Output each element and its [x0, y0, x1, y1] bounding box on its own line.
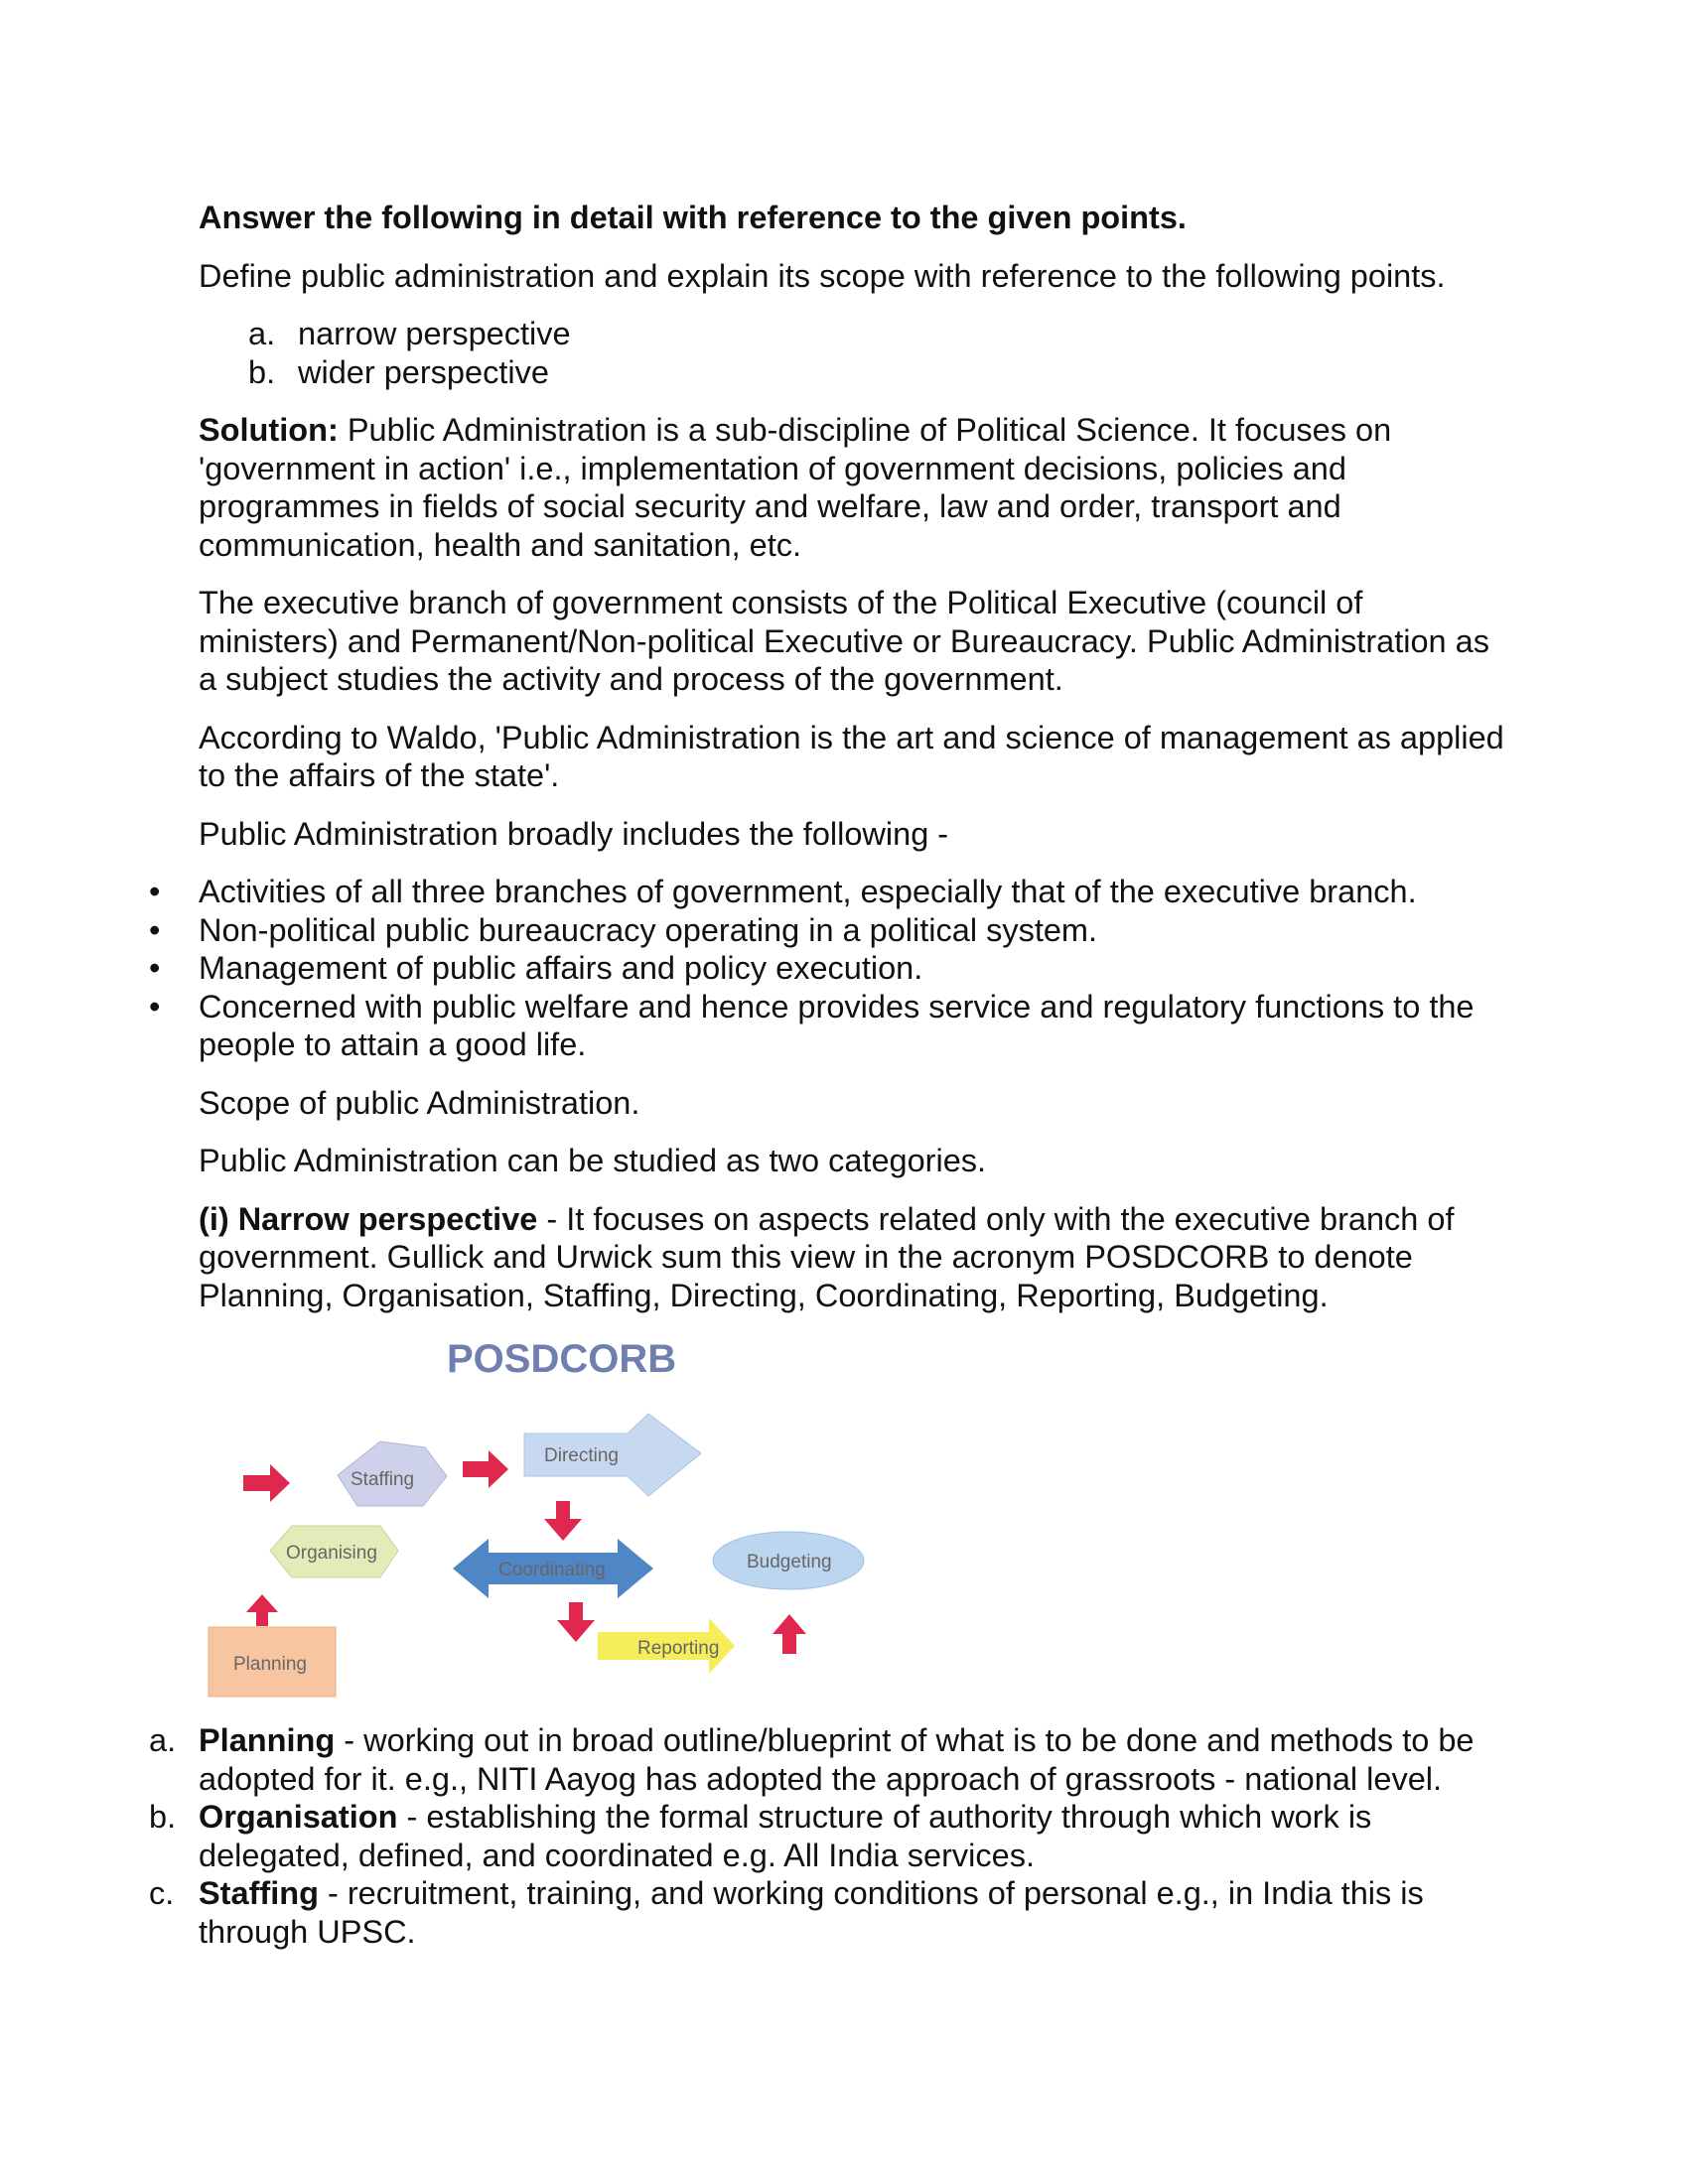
list-item-text: Activities of all three branches of government, especially that of the executive branch.: [199, 874, 1417, 909]
question-point: [248, 315, 1509, 353]
solution-text: Public Administration is a sub-discipline of Political Science. It focuses on 'government in action' i.e., implementation of government decisions, policies and programmes in fields of social security and welfare, law and order, transport and communication, health and sanitation, etc.: [199, 412, 1392, 563]
arrow-down-icon: [544, 1501, 582, 1541]
includes-list: [149, 873, 1509, 1064]
scope-intro: Public Administration can be studied as two categories.: [199, 1143, 987, 1178]
list-item-text: Concerned with public welfare and hence provides service and regulatory functions to the people to attain a good life.: [199, 988, 1475, 1062]
includes-paragraph: Public Administration broadly includes the following -: [199, 815, 949, 852]
list-item-text: - recruitment, training, and working conditions of personal e.g., in India this is through UPSC.: [199, 1875, 1424, 1950]
question-points: [248, 315, 1509, 391]
list-item-text: - working out in broad outline/blueprint of what is to be done and methods to be adopted for it. e.g., NITI Aayog has adopted the approach of grassroots - national level.: [199, 1722, 1475, 1797]
budgeting-label: Budgeting: [747, 1552, 832, 1572]
reporting-label: Reporting: [637, 1638, 720, 1659]
list-item: [149, 1874, 1509, 1951]
list-marker: c.: [149, 1875, 175, 1911]
planning-label: Planning: [233, 1654, 307, 1675]
list-item: [149, 1721, 1509, 1798]
list-marker: b.: [149, 1799, 177, 1835]
arrow-right-icon: [243, 1464, 290, 1502]
list-item-text: Non-political public bureaucracy operating in a political system.: [199, 911, 1098, 948]
list-marker: b.: [248, 353, 276, 390]
narrow-perspective-label: (i) Narrow perspective: [199, 1200, 538, 1237]
posdcorb-svg: [179, 1334, 933, 1702]
list-item: [149, 949, 1509, 988]
question-text: Define public administration and explain its scope with reference to the following points.: [199, 257, 1446, 294]
list-marker: a.: [248, 316, 276, 351]
staffing-label: Staffing: [351, 1469, 415, 1490]
scope-title: Scope of public Administration.: [199, 1084, 640, 1121]
bullet-marker: •: [149, 911, 161, 948]
list-item-term: Organisation: [199, 1799, 398, 1835]
solution-label: Solution:: [199, 412, 339, 448]
question-heading: Answer the following in detail with reference to the given points.: [199, 200, 1187, 235]
list-item-text: Management of public affairs and policy execution.: [199, 950, 923, 986]
posdcorb-diagram: [179, 1334, 933, 1702]
arrow-right-icon: [463, 1450, 508, 1488]
list-item-text: - establishing the formal structure of authority through which work is delegated, defined, and coordinated e.g. All India services.: [199, 1799, 1372, 1873]
question-point: [248, 353, 1509, 392]
posdcorb-list: [149, 1721, 1509, 1951]
question-point-text: narrow perspective: [298, 316, 571, 351]
arrow-up-icon: [773, 1614, 806, 1654]
directing-label: Directing: [544, 1445, 619, 1466]
waldo-paragraph: According to Waldo, 'Public Administration is the art and science of management as applied to the affairs of the state'.: [199, 719, 1504, 793]
list-item: [149, 1798, 1509, 1874]
executive-paragraph: The executive branch of government consists of the Political Executive (council of ministers) and Permanent/Non-political Executive or Bureaucracy. Public Administration as a subject studies the activity and process of the government.: [199, 585, 1489, 697]
narrow-perspective-paragraph: [199, 1200, 1509, 1315]
arrow-up-icon: [246, 1594, 278, 1626]
bullet-marker: •: [149, 988, 161, 1024]
list-item: [149, 873, 1509, 911]
list-item-term: Staffing: [199, 1875, 319, 1911]
list-item-term: Planning: [199, 1722, 336, 1758]
organising-label: Organising: [286, 1543, 377, 1564]
arrow-down-icon: [557, 1602, 595, 1642]
list-item: [149, 911, 1509, 950]
coordinating-label: Coordinating: [498, 1560, 606, 1580]
diagram-title: POSDCORB: [447, 1337, 677, 1381]
solution-paragraph: [199, 411, 1509, 564]
bullet-marker: •: [149, 950, 161, 986]
bullet-marker: •: [149, 874, 161, 909]
document-page: [149, 199, 1509, 1951]
list-marker: a.: [149, 1722, 177, 1758]
question-point-text: wider perspective: [298, 353, 549, 390]
narrow-perspective-text: - It focuses on aspects related only with the executive branch of government. Gullick and Urwick sum this view in the acronym POSDCORB to denote Planning, Organisation, Staffing, Directing, Coordinating, Reporting, Budgeting.: [199, 1200, 1455, 1313]
list-item: [149, 988, 1509, 1064]
